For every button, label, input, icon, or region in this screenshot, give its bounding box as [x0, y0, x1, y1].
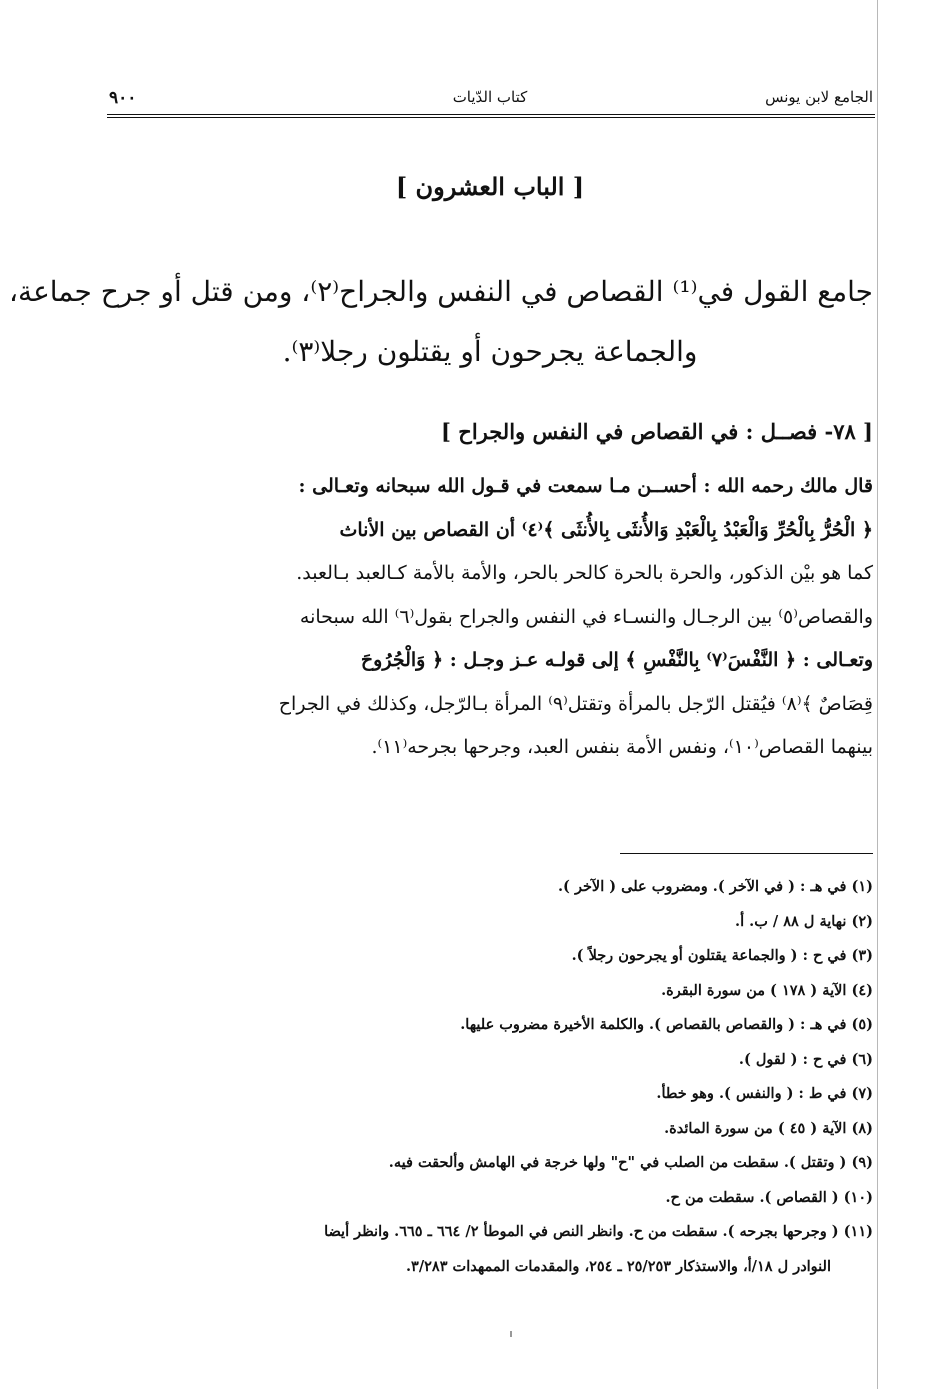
footnote: (٥) في هـ : ( والقصاص بالقصاص ). والكلمة الأخيرة مضروب عليها. [460, 1016, 873, 1033]
chapter-title: [ الباب العشرون ] [395, 172, 585, 201]
body-line: قِصَاصٌ ﴾⁽٨⁾ فيُقتل الرّجل بالمرأة وتقتل⁽٩⁾ المرأة بـالرّجل، وكذلك في الجراح [278, 692, 873, 715]
header-book-title: الجامع لابن يونس [765, 88, 873, 106]
page-number: ٩٠٠ [109, 88, 137, 108]
footnote: (١) في هـ : ( في الآخر ). ومضروب على ( الآخر ). [558, 878, 873, 895]
main-title-line: جامع القول في⁽¹⁾ القصاص في النفس والجراح⁽٢⁾، ومن قتل أو جرح جماعة، [9, 275, 873, 308]
footnote-continuation: النوادر ل ١٨/أ، والاستذكار ٢٥/٢٥٣ ـ ٢٥٤، والمقدمات الممهدات ٣/٢٨٣. [405, 1257, 831, 1275]
body-line: وتعـالى : ﴿ النَّفْسَ⁽٧⁾ بِالنَّفْسِ ﴾ إلى قولـه عـز وجـل : ﴿ وَالْجُرُوحَ [360, 649, 873, 671]
running-header [107, 86, 873, 112]
footnote: (١١) ( وجرحها بجرحه ). سقطت من ح. وانظر النص في الموطأ ٢/ ٦٦٤ ـ ٦٦٥. وانظر أيضا [324, 1223, 873, 1240]
footnote: (٨) الآية ( ٤٥ ) من سورة المائدة. [664, 1119, 873, 1137]
footnote: (٦) في ح : ( لقول ). [738, 1050, 873, 1068]
page-edge-line [877, 0, 878, 1389]
main-title [9, 262, 873, 382]
footnote: (٣) في ح : ( والجماعة يقتلون أو يجرحون رجلاً ). [571, 947, 873, 964]
main-title-line: والجماعة يجرحون أو يقتلون رجلا⁽٣⁾. [282, 335, 698, 368]
footnote: (٢) نهاية ل ٨٨ / ب. أ. [735, 912, 873, 930]
footnote: (٧) في ط : ( والنفس ). وهو خطأ. [656, 1085, 873, 1102]
body-paragraph [107, 465, 873, 770]
footnote: (٩) ( وتقتل ). سقطت من الصلب في "ح" ولها خرجة في الهامش وألحقت فيه. [388, 1154, 873, 1171]
body-line: قال مالك رحمه الله : أحســن مـا سمعت في قـول الله سبحانه وتعـالى : [298, 475, 873, 497]
body-line: والقصاص⁽٥⁾ بين الرجـال والنسـاء في النفس والجراح بقول⁽٦⁾ الله سبحانه [299, 605, 873, 628]
body-line: بينهما القصاص⁽١٠⁾، ونفس الأمة بنفس العبد، وجرحها بجرحه⁽١١⁾. [371, 736, 873, 758]
footnote: (٤) الآية ( ١٧٨ ) من سورة البقرة. [661, 981, 873, 999]
header-chapter-name: كتاب الدّيات [452, 88, 528, 106]
header-divider [107, 114, 875, 118]
footnotes [107, 870, 873, 1284]
body-line: ﴿ الْحُرُّ بِالْحُرِّ وَالْعَبْدُ بِالْعَبْدِ وَالأُنثَى بِالأُنثَى ﴾⁽٤⁾ أن القصاص بين الأناث [339, 518, 873, 541]
scan-speck [510, 1331, 512, 1337]
body-line: كما هو بيْن الذكور، والحرة بالحرة كالحر بالحر، والأمة بالأمة كـالعبد بـالعبد. [296, 562, 873, 584]
footnote-divider [620, 853, 873, 854]
footnote: (١٠) ( القصاص ). سقطت من ح. [665, 1188, 873, 1206]
section-heading: [ ٧٨- فصــل : في القصاص في النفس والجراح ] [441, 419, 873, 444]
